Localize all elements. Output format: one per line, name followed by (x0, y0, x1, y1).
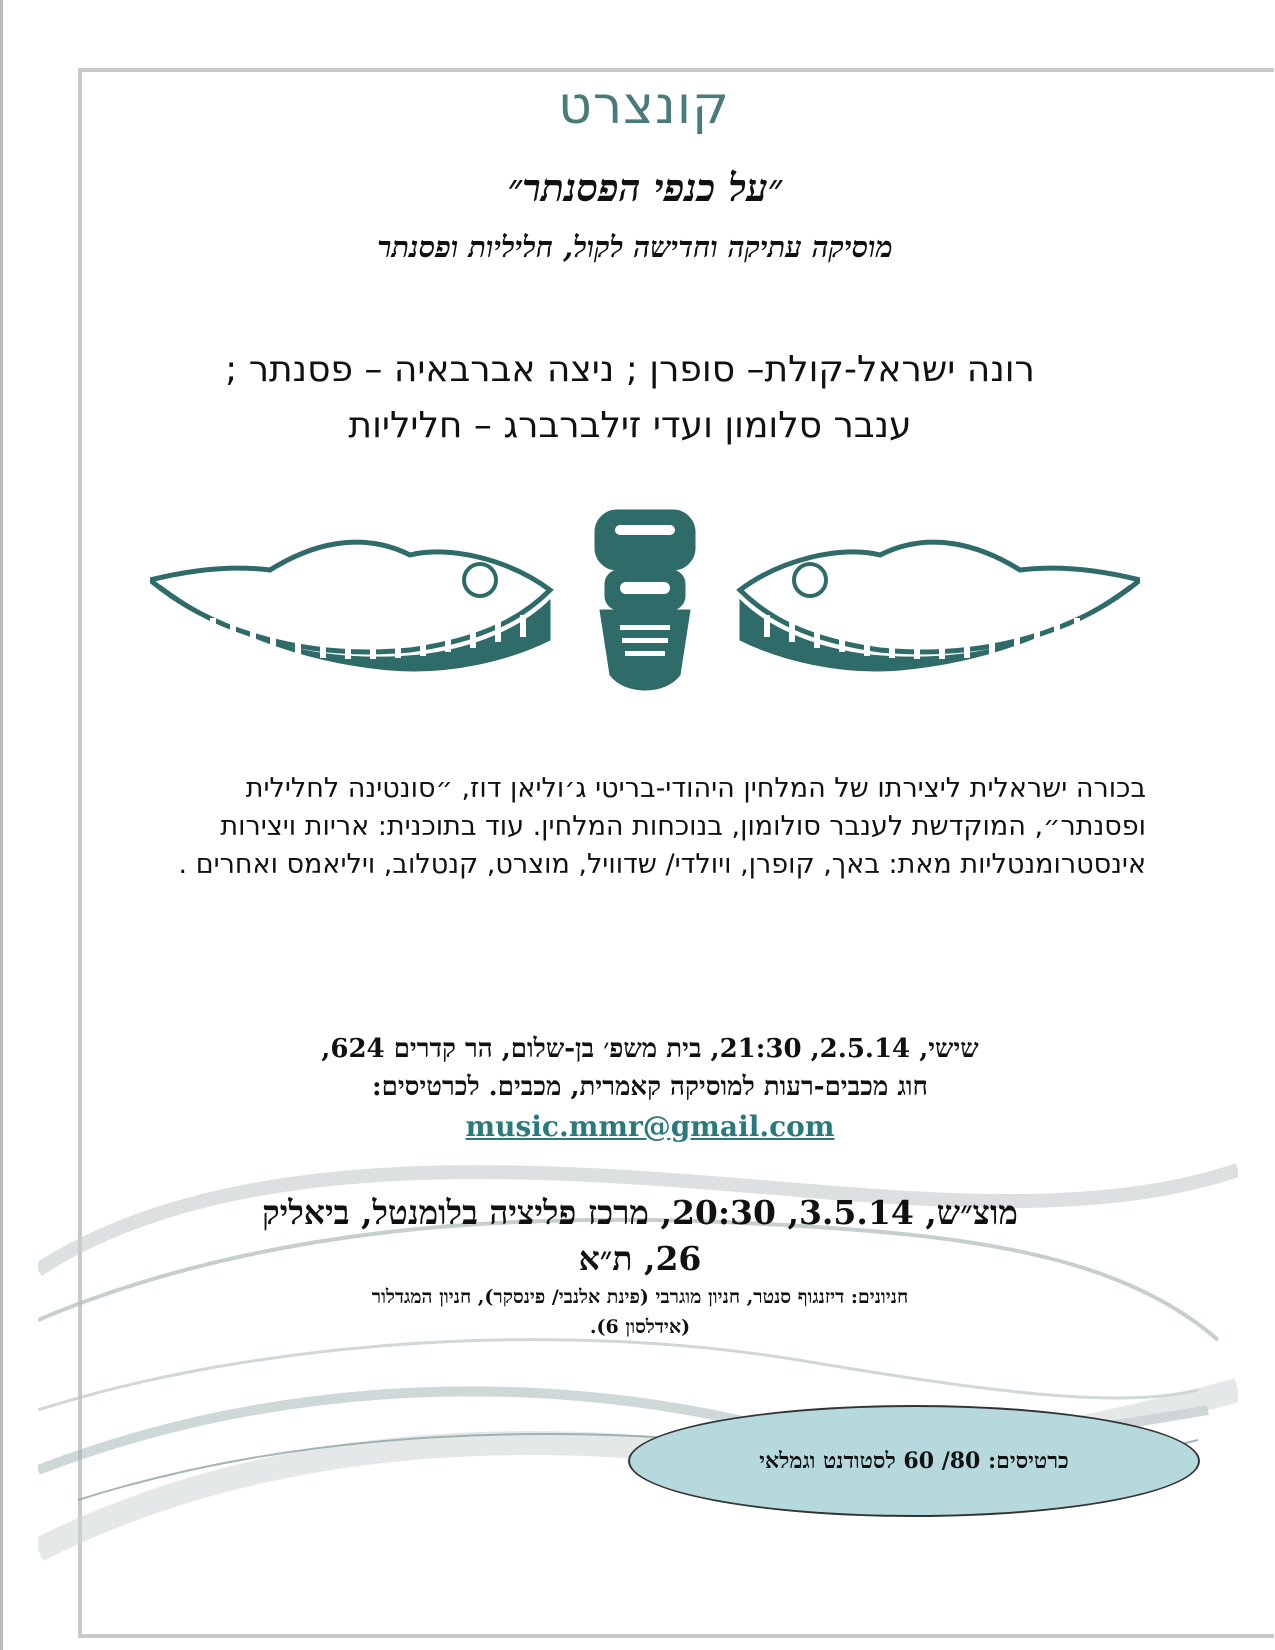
performers-line-1: רונה ישראל-קולת– סופרן ; ניצה אברבאיה – פסנתר ; (225, 349, 1035, 390)
ticket-email-link[interactable]: music.mmr@gmail.com (465, 1110, 835, 1143)
ticket-price-text: כרטיסים: 80/ 60 לסטודנט וגמלאי (759, 1448, 1069, 1474)
event-tel-aviv-line-2: 26, ת״א (578, 1239, 702, 1278)
event-tel-aviv (160, 1190, 1120, 1282)
winged-piano-emblem (150, 500, 1140, 700)
ticket-price-oval (628, 1405, 1200, 1517)
concert-description: בכורה ישראלית ליצירתו של המלחין היהודי-בריטי ג׳וליאן דוז, ״סונטינה לחלילית ופסנתר״, המוקדשת לענבר סולומון, בנוכחות המלחין. עוד בתוכנית: אריות ויצירות אינסטרומנטליות מאת: באך, קופרן, ויולדי/ שדוויל, מוצרט, קנטלוב, ויליאמס ואחרים . (178, 773, 1146, 880)
parking-line-2: (אידלסון 6). (589, 1316, 691, 1338)
event-maccabim-tickets: חוג מכבים-רעות למוסיקה קאמרית, מכבים. לכרטיסים: (372, 1072, 928, 1102)
concert-tagline: מוסיקה עתיקה וחדישה לקול, חליליות ופסנתר (377, 230, 893, 264)
page-title: קונצרט (558, 76, 730, 136)
event-tel-aviv-line-1: מוצ״ש, 3.5.14, 20:30, מרכז פליציה בלומנטל, ביאליק (262, 1193, 1018, 1232)
performers (130, 342, 1130, 454)
concert-name: ״על כנפי הפסנתר״ (507, 165, 783, 210)
parking-info (180, 1282, 1100, 1342)
parking-line-1: חניונים: דיזנגוף סנטר, חניון מוגרבי (פינת אלנבי/ פינסקר), חניון המגדלור (371, 1286, 909, 1308)
event-maccabim (180, 1030, 1120, 1146)
performers-line-2: ענבר סלומון ועדי זילברברג – חליליות (348, 405, 912, 446)
event-maccabim-details: שישי, 2.5.14, 21:30, בית משפ׳ בן-שלום, הר קדרים 624, (321, 1034, 979, 1064)
